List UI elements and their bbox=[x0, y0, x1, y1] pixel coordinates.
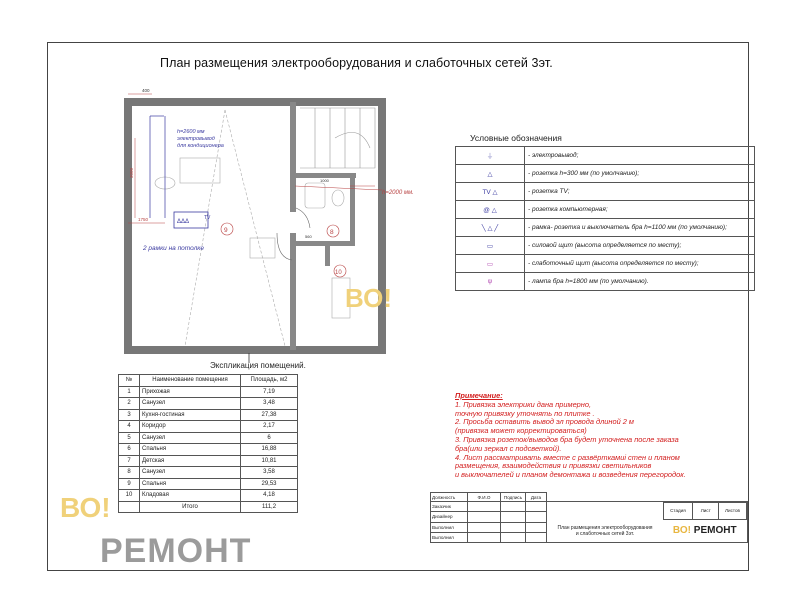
ac-note-3: для кондиционера bbox=[177, 143, 224, 149]
legend-row: ⏚ - электровывод; bbox=[456, 147, 755, 165]
notes-heading: Примечание: bbox=[455, 391, 503, 400]
row-number: 10 bbox=[119, 490, 140, 502]
partition-wall bbox=[290, 102, 296, 212]
room-area: 2,17 bbox=[241, 421, 298, 433]
watermark-logo-badge: ВО! bbox=[60, 492, 111, 523]
table-row bbox=[119, 455, 298, 467]
legend-row: @ △ - розетка компьютерная; bbox=[456, 201, 755, 219]
partition-wall bbox=[325, 246, 330, 266]
note-line: (привязка может корректироваться) bbox=[455, 426, 587, 436]
legend-row: TV △ - розетка TV; bbox=[456, 183, 755, 201]
ac-note-2: электровывод bbox=[177, 136, 215, 142]
dim-1000: 1000 bbox=[320, 178, 329, 183]
stamp-col-name: Ф.И.О bbox=[468, 493, 501, 502]
room-name: Санузел bbox=[140, 432, 241, 444]
stamp-role: Дизайнер bbox=[431, 512, 468, 522]
power-outlet-icon: ⏚ bbox=[456, 147, 525, 165]
room-area: 7,19 bbox=[241, 386, 298, 398]
note-line: точную привязку уточнять по плитке . bbox=[455, 408, 595, 418]
table-row bbox=[119, 467, 298, 479]
room-area: 4,18 bbox=[241, 490, 298, 502]
total-label: Итого bbox=[140, 501, 241, 513]
stamp-role: Выполнил bbox=[431, 522, 468, 532]
legend-table bbox=[455, 146, 755, 291]
stamp-col-sign: Подпись bbox=[501, 493, 526, 502]
watermark-logo-text: РЕМОНТ bbox=[100, 532, 252, 570]
legend-row: ψ - лампа бра h=1800 мм (по умолчанию). bbox=[456, 273, 755, 291]
table-row bbox=[119, 432, 298, 444]
frames-note: 2 рамки на потолке bbox=[143, 245, 204, 252]
row-number: 8 bbox=[119, 467, 140, 479]
row-number: 1 bbox=[119, 386, 140, 398]
legend-row: ▭ - слаботочный щит (высота определяется по месту); bbox=[456, 255, 755, 273]
stamp-stage: Стадия bbox=[663, 503, 693, 520]
stamp-role: Заказчик bbox=[431, 502, 468, 512]
partition-wall bbox=[290, 233, 296, 350]
stamp-logo: ВО! РЕМОНТ bbox=[672, 525, 737, 537]
table-row bbox=[119, 398, 298, 410]
page-title: План размещения электрооборудования и слаботочных сетей 3эт. bbox=[160, 56, 553, 70]
dim-top: 400 bbox=[142, 88, 150, 93]
room-name: Прихожая bbox=[140, 386, 241, 398]
h2000-note: h=2000 мм. bbox=[382, 190, 414, 196]
room-area: 3,58 bbox=[241, 467, 298, 479]
table-row bbox=[119, 409, 298, 421]
logo-small-text: РЕМОНТ bbox=[693, 525, 737, 537]
note-line: 2. Просьба оставить вывод эл провода длиной 2 м bbox=[455, 417, 634, 427]
room-name: Кладовая bbox=[140, 490, 241, 502]
floor-plan bbox=[120, 88, 420, 363]
column-header: № bbox=[119, 375, 140, 387]
note-line: 4. Лист рассматривать вместе с развёрткамиi стен и планом bbox=[455, 452, 680, 462]
room-name: Спальня bbox=[140, 478, 241, 490]
table-row bbox=[119, 490, 298, 502]
room-name: Коридор bbox=[140, 421, 241, 433]
partition-wall bbox=[350, 173, 355, 245]
table-row bbox=[119, 421, 298, 433]
stamp-drawing-title-2: и слаботочных сетей 3эт. bbox=[575, 530, 635, 537]
total-row bbox=[119, 501, 298, 513]
stamp-sheet: Лист bbox=[693, 503, 719, 520]
explication-table bbox=[118, 374, 298, 513]
room-area: 6 bbox=[241, 432, 298, 444]
frame-switch-icon: ╲ △ ╱ bbox=[456, 219, 525, 237]
room-8-label: 8 bbox=[330, 229, 334, 236]
dimension-lines bbox=[128, 94, 382, 223]
legend-row: ▭ - силовой щит (высота определяется по месту); bbox=[456, 237, 755, 255]
dim-1750: 1750 bbox=[138, 217, 149, 222]
door-arc bbox=[277, 233, 292, 260]
legend-row: ╲ △ ╱ - рамка- розетка и выключатель бра h=1100 мм (по умолчанию); bbox=[456, 219, 755, 237]
dim-3000: 3000 bbox=[129, 167, 134, 178]
room-name: Санузел bbox=[140, 398, 241, 410]
dim-560: 560 bbox=[305, 234, 312, 239]
room-area: 3,48 bbox=[241, 398, 298, 410]
door-arc bbox=[296, 208, 310, 228]
room-9-label: 9 bbox=[224, 227, 228, 234]
row-number: 9 bbox=[119, 478, 140, 490]
room-area: 27,38 bbox=[241, 409, 298, 421]
total-value: 111,2 bbox=[241, 501, 298, 513]
notes-block bbox=[455, 392, 745, 480]
note-line: 1. Привязка электрики дана примерно, bbox=[455, 399, 592, 409]
stamp-drawing-title-1: План размещения электрооборудования bbox=[557, 524, 653, 531]
row-number: 7 bbox=[119, 455, 140, 467]
table-row bbox=[119, 386, 298, 398]
computer-socket-icon: @ △ bbox=[456, 201, 525, 219]
room-area: 16,88 bbox=[241, 444, 298, 456]
stamp-sheets: Листов bbox=[719, 503, 747, 520]
explication-title: Экспликация помещений. bbox=[210, 361, 306, 370]
stamp-col-role: Должность bbox=[431, 493, 468, 502]
outer-wall bbox=[128, 102, 382, 350]
note-line: 3. Привязка розеток/выводов бра будет уточнена после заказа bbox=[455, 434, 679, 444]
row-number: 5 bbox=[119, 432, 140, 444]
room-area: 10,81 bbox=[241, 455, 298, 467]
wiring bbox=[150, 116, 165, 218]
note-line: и выключателей и планом демонтажа и возведения перегородок. bbox=[455, 470, 686, 480]
note-line: бра(или зеркал с подсветкой). bbox=[455, 443, 562, 453]
lowcurrent-panel-icon: ▭ bbox=[456, 255, 525, 273]
partition-wall bbox=[296, 241, 355, 246]
room-name: Санузел bbox=[140, 467, 241, 479]
row-number: 6 bbox=[119, 444, 140, 456]
svg-text:ΔΔΔ: ΔΔΔ bbox=[177, 219, 190, 225]
tv-label: TV bbox=[204, 215, 211, 221]
column-header: Наименование помещения bbox=[140, 375, 241, 387]
title-block bbox=[430, 492, 748, 570]
staircase bbox=[300, 108, 375, 168]
column-header: Площадь, м2 bbox=[241, 375, 298, 387]
legend-title: Условные обозначения bbox=[470, 133, 562, 143]
room-name: Спальня bbox=[140, 444, 241, 456]
watermark-badge: ВО! bbox=[345, 283, 393, 313]
ac-note-1: h=2600 мм bbox=[177, 129, 205, 135]
stamp-col-date: Дата bbox=[526, 493, 547, 502]
legend-row: △ - розетка h=300 мм (по умолчанию); bbox=[456, 165, 755, 183]
power-panel-icon: ▭ bbox=[456, 237, 525, 255]
row-number: 2 bbox=[119, 398, 140, 410]
room-area: 29,53 bbox=[241, 478, 298, 490]
row-number: 3 bbox=[119, 409, 140, 421]
room-10-label: 10 bbox=[335, 270, 342, 276]
table-row bbox=[119, 444, 298, 456]
tv-socket-icon: TV △ bbox=[456, 183, 525, 201]
socket-block bbox=[174, 212, 208, 228]
room-name: Кухня-гостиная bbox=[140, 409, 241, 421]
room-name: Детская bbox=[140, 455, 241, 467]
stamp-role: Выполнил bbox=[431, 532, 468, 542]
row-number: 4 bbox=[119, 421, 140, 433]
table-row bbox=[119, 478, 298, 490]
note-line: размещения, взаимодействия и привязки светильников bbox=[455, 461, 652, 471]
wall-lamp-icon: ψ bbox=[456, 273, 525, 291]
socket-icon: △ bbox=[456, 165, 525, 183]
